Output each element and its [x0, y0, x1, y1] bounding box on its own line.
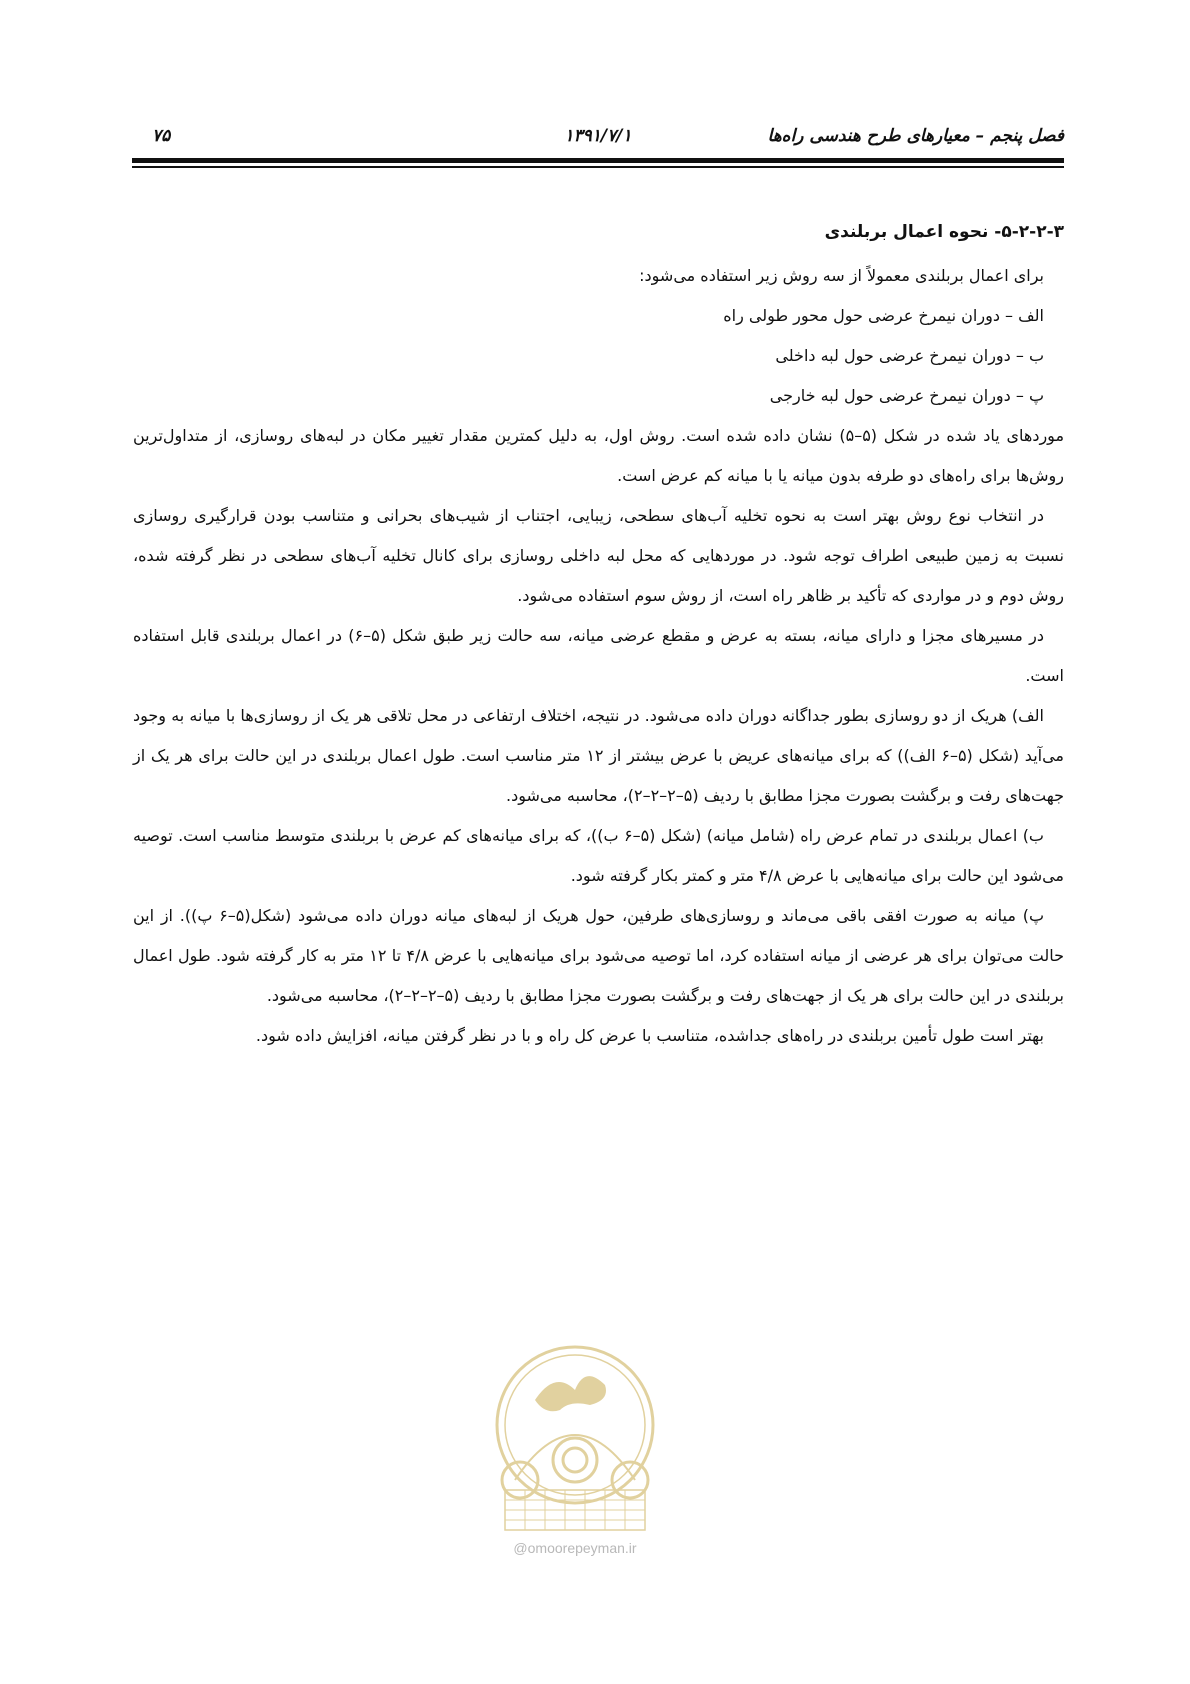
header-rule-thick	[132, 158, 1064, 163]
section-heading: ۵-۲-۲-۳- نحوه اعمال بربلندی	[824, 222, 1064, 242]
watermark-url: @omoorepeyman.ir	[513, 1540, 637, 1556]
method-item-alef: الف – دوران نیمرخ عرضی حول محور طولی راه	[723, 306, 1044, 325]
body-paragraph: موردهای یاد شده در شکل (۵–۵) نشان داده شده است. روش اول، به دلیل کمترین مقدار تغییر مکان در لبه‌های روسازی، از متداول‌ترین روش‌ها برای راه‌های دو طرفه بدون میانه یا با میانه کم عرض است.	[133, 426, 1065, 485]
intro-paragraph: برای اعمال بربلندی معمولاً از سه روش زیر استفاده می‌شود:	[639, 266, 1044, 285]
header-rule-thin	[132, 166, 1064, 168]
chapter-title: فصل پنجم – معیارهای طرح هندسی راه‌ها	[767, 126, 1064, 146]
page-header	[132, 120, 1064, 160]
watermark-logo	[475, 1330, 675, 1550]
page-number: ۷۵	[152, 126, 171, 146]
watermark-logo-icon	[475, 1330, 675, 1550]
method-item-be: ب – دوران نیمرخ عرضی حول لبه داخلی	[775, 346, 1044, 365]
body-paragraph: الف) هریک از دو روسازی بطور جداگانه دوران داده می‌شود. در نتیجه، اختلاف ارتفاعی در محل تلاقی هر یک از روسازی‌ها با میانه به وجود می‌آید (شکل (۵–۶ الف)) که برای میانه‌های عریض با عرض بیشتر از ۱۲ متر مناسب است. طول اعمال بربلندی در این حالت برای هر یک از جهت‌های رفت و برگشت بصورت مجزا مطابق با ردیف (۵–۲–۲–۲)، محاسبه می‌شود.	[133, 706, 1065, 805]
method-item-pe: پ – دوران نیمرخ عرضی حول لبه خارجی	[769, 386, 1044, 405]
body-paragraph: در انتخاب نوع روش بهتر است به نحوه تخلیه آب‌های سطحی، زیبایی، اجتناب از شیب‌های بحرانی و متناسب بودن قرارگیری روسازی نسبت به زمین طبیعی اطراف توجه شود. در موردهایی که محل لبه داخلی روسازی برای کانال تخلیه آب‌های سطحی در نظر گرفته شده، روش دوم و در مواردی که تأکید بر ظاهر راه است، از روش سوم استفاده می‌شود.	[133, 506, 1064, 605]
body-paragraph: پ) میانه به صورت افقی باقی می‌ماند و روسازی‌های طرفین، حول هریک از لبه‌های میانه دوران داده می‌شود (شکل(۵–۶ پ)). از این حالت می‌توان برای هر عرضی از میانه استفاده کرد، اما توصیه می‌شود برای میانه‌هایی با عرض ۴/۸ تا ۱۲ متر به کار گرفته شود. طول اعمال بربلندی در این حالت برای هر یک از جهت‌های رفت و برگشت بصورت مجزا مطابق با ردیف (۵–۲–۲–۲)، محاسبه می‌شود.	[133, 906, 1065, 1005]
header-date: ۱۳۹۱/۷/۱	[564, 126, 632, 146]
document-body	[133, 212, 1064, 1056]
body-paragraph: ب) اعمال بربلندی در تمام عرض راه (شامل میانه) (شکل (۵–۶ ب))، که برای میانه‌های کم عرض با بربلندی متوسط مناسب است. توصیه می‌شود این حالت برای میانه‌هایی با عرض ۴/۸ متر و کمتر بکار گرفته شود.	[133, 826, 1064, 885]
body-paragraph: در مسیرهای مجزا و دارای میانه، بسته به عرض و مقطع عرضی میانه، سه حالت زیر طبق شکل (۵–۶) در اعمال بربلندی قابل استفاده است.	[133, 626, 1064, 685]
body-paragraph: بهتر است طول تأمین بربلندی در راه‌های جداشده، متناسب با عرض کل راه و با در نظر گرفتن میانه، افزایش داده شود.	[255, 1026, 1044, 1045]
